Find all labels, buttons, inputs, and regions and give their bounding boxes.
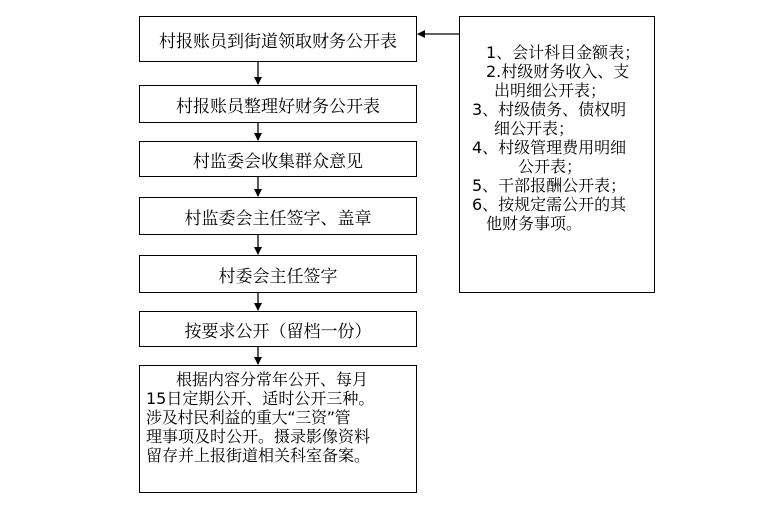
side-line-3: 出明细公开表； xyxy=(494,81,607,100)
flow-step-3-label: 村监委会收集群众意见 xyxy=(193,151,363,172)
side-line-2: 2.村级财务收入、支 xyxy=(486,62,630,81)
side-line-6: 4、村级管理费用明细 xyxy=(472,138,627,157)
flow-step-4-label: 村监委会主任签字、盖章 xyxy=(184,208,372,229)
flow-step-5-label: 村委会主任签字 xyxy=(218,266,338,287)
side-line-7: 公开表； xyxy=(518,157,583,176)
note-line-3: 涉及村民利益的重大“三资”管 xyxy=(146,408,351,427)
note-line-2: 15日定期公开、适时公开三种。 xyxy=(146,389,375,408)
side-line-9: 6、按规定需公开的其 xyxy=(472,195,627,214)
side-line-4: 3、村级债务、债权明 xyxy=(472,100,627,119)
flow-step-1-label: 村报账员到街道领取财务公开表 xyxy=(159,31,397,52)
note-line-4: 理事项及时公开。摄录影像资料 xyxy=(146,427,371,446)
flow-step-2 xyxy=(139,85,417,123)
flow-step-4 xyxy=(139,197,417,235)
side-line-8: 5、干部报酬公开表； xyxy=(472,176,627,195)
side-line-1: 1、会计科目金额表； xyxy=(486,43,641,62)
note-line-5: 留存并上报街道相关科室备案。 xyxy=(146,446,371,465)
side-line-10: 他财务事项。 xyxy=(486,214,583,233)
flow-step-6-label: 按要求公开（留档一份） xyxy=(184,321,372,342)
flow-step-7-note xyxy=(139,365,417,493)
flow-step-6 xyxy=(139,311,417,347)
flow-step-5 xyxy=(139,255,417,293)
side-list-box xyxy=(459,16,655,293)
flow-step-3 xyxy=(139,141,417,177)
flow-step-1 xyxy=(139,16,417,62)
note-line-1: 根据内容分常年公开、每月 xyxy=(176,370,369,389)
flow-step-2-label: 村报账员整理好财务公开表 xyxy=(176,96,380,117)
side-line-5: 细公开表； xyxy=(494,119,575,138)
